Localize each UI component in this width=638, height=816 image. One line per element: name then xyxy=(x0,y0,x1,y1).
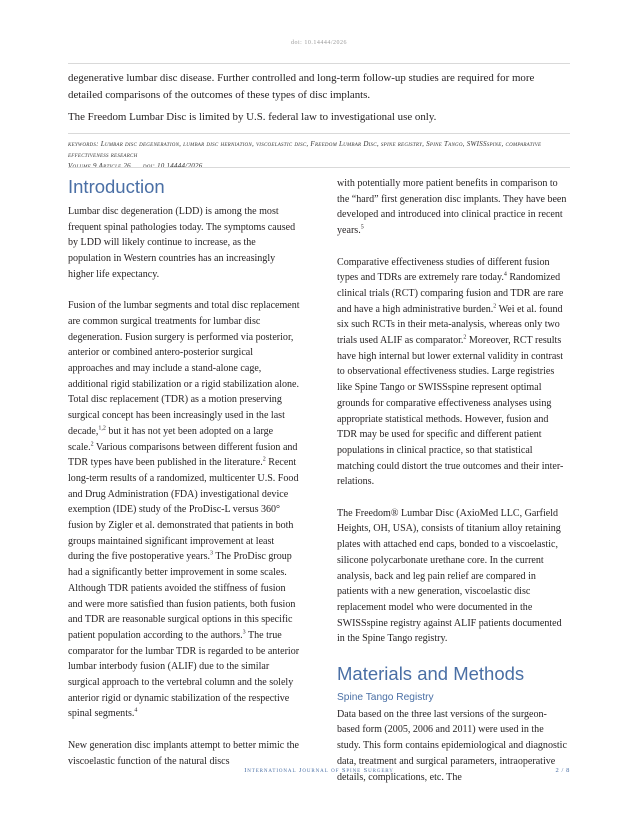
keywords-label: keywords: xyxy=(68,140,99,148)
intro-paragraph-3: New generation disc implants attempt to better mimic the viscoelastic function of the natural discs xyxy=(68,739,300,767)
citation: 2 xyxy=(262,456,266,463)
top-divider xyxy=(68,63,570,64)
citation: 4 xyxy=(503,271,507,278)
intro-paragraph-1: Lumbar disc degeneration (LDD) is among the most frequent spinal pathologies today. The symptoms caused by LDD will likely continue to increase, as the population in Western countries has an increasingly higher life expectancy. xyxy=(68,206,296,280)
page-number: 2 / 8 xyxy=(555,767,570,774)
intro-paragraph-2: Fusion of the lumbar segments and total disc replacement are common surgical treatments for lumbar disc degeneration. Fusion surgery is performed via posterior, anterior or combined antero-posterior surgical approaches and may include a stand-alone cage, additional rigid stabilization or a rigid stabilization alone. Total disc replacement (TDR) as a motion preserving surgical concept has been increasingly used in the last decade,$^{1,2}$ but it has not yet been adopted on a large scale.$^2$ Various comparisons between different fusion and TDR types have been published in the literature.$^2$ Recent long-term results of a randomized, multicenter U.S. Food and Drug Administration (FDA) investigational device exemption (IDE) study of the ProDisc-L versus 360° fusion by Zigler et al. demonstrated that patients in both groups maintained significant improvement at least during the five postoperative years.$^3$ The ProDisc group had a significantly better improvement in some scales. Although TDR patients avoided the stiffness of fusion and were more satisfied than fusion patients, both fusion and TDR are reasonable surgical options in this specific patient population according to the authors.$^3$ The true comparator for the lumbar TDR is regarded to be anterior lumbar interbody fusion (ALIF) due to the similar surgical approach to the vertebral column and the solely anterior rigid or dynamic stabilization of the respective spinal segments.$^4$ xyxy=(68,300,300,720)
introduction-heading: Introduction xyxy=(68,176,165,197)
volume: Volume 9 Article 26 xyxy=(68,162,131,170)
spine-tango-subheading: Spine Tango Registry xyxy=(337,691,434,703)
citation: 2 xyxy=(493,303,497,310)
citation: 3 xyxy=(242,629,246,636)
intro-paragraph-4: with potentially more patient benefits in comparison to the “hard” first generation disc implants. They have been developed and introduced into clinical practice in recent years.$^5$ xyxy=(337,178,567,237)
keywords-line xyxy=(68,139,570,161)
methods-heading: Materials and Methods xyxy=(337,662,525,684)
citation: 3 xyxy=(210,551,214,558)
citation: 2 xyxy=(90,441,94,448)
intro-paragraph-6: The Freedom® Lumbar Disc (AxioMed LLC, Garfield Heights, OH, USA), consists of titanium alloy retaining plates with attached end caps, bonded to a viscoelastic, silicone polycarbonate urethane core. In the current analysis, back and leg pain relief are compared in patients with a new generation, viscoelastic disc replacement model who were documented in the SWISSspine registry against ALIF patients documented in the Spine Tango registry. xyxy=(337,507,562,645)
citation: 1,2 xyxy=(98,425,106,432)
right-column xyxy=(337,176,569,785)
header-doi: doi: 10.14444/2026 xyxy=(290,40,347,46)
methods-paragraph-1: Data based on the three last versions of the surgeon-based form (2005, 2006 and 2011) were used in the study. This form contains epidemiological and diagnostic data, treatment and surgical parameters, intraoperative details, complications, etc. The xyxy=(337,708,567,783)
article-doi: doi: 10.14444/2026 xyxy=(142,162,203,170)
abstract-tail: degenerative lumbar disc disease. Further controlled and long-term follow-up studies are required for more detailed comparisons of the outcomes of these types of disc implants. xyxy=(68,72,535,101)
left-column xyxy=(68,176,300,769)
keywords: Lumbar disc degeneration, lumbar disc herniation, viscoelastic disc, Freedom Lumbar Disc, spine registry, Spine Tango, SWISSspine, comparative effectiveness research xyxy=(68,140,542,159)
intro-paragraph-5: Comparative effectiveness studies of different fusion types and TDRs are extremely rare today.$^4$ Randomized clinical trials (RCT) comparing fusion and TDR are rare and have a high administrative burden.$^2$ Wei et al. found six such RCTs in their meta-analysis, whereas only two trials used ALIF as comparator.$^2$ Moreover, RCT results have high internal but lower external validity in contrast to observational effectiveness studies. Large registries like Spine Tango or SWISSspine represent optimal grounds for comparative effectiveness analyses using appropriate statistical methods. However, fusion and TDR may be used for specific and different patient populations in clinical practice, so that statistical matching could distort the true outcomes and their inter-relations. xyxy=(337,256,564,488)
citation: 4 xyxy=(134,708,138,715)
regulatory-disclaimer: The Freedom Lumbar Disc is limited by U.S. federal law to investigational use only. xyxy=(68,111,437,123)
body-divider xyxy=(68,167,570,168)
meta-divider xyxy=(68,133,570,134)
citation: 5 xyxy=(360,224,364,231)
footer-journal-name: International Journal of Spine Surgery xyxy=(244,767,394,774)
citation: 2 xyxy=(463,334,467,341)
